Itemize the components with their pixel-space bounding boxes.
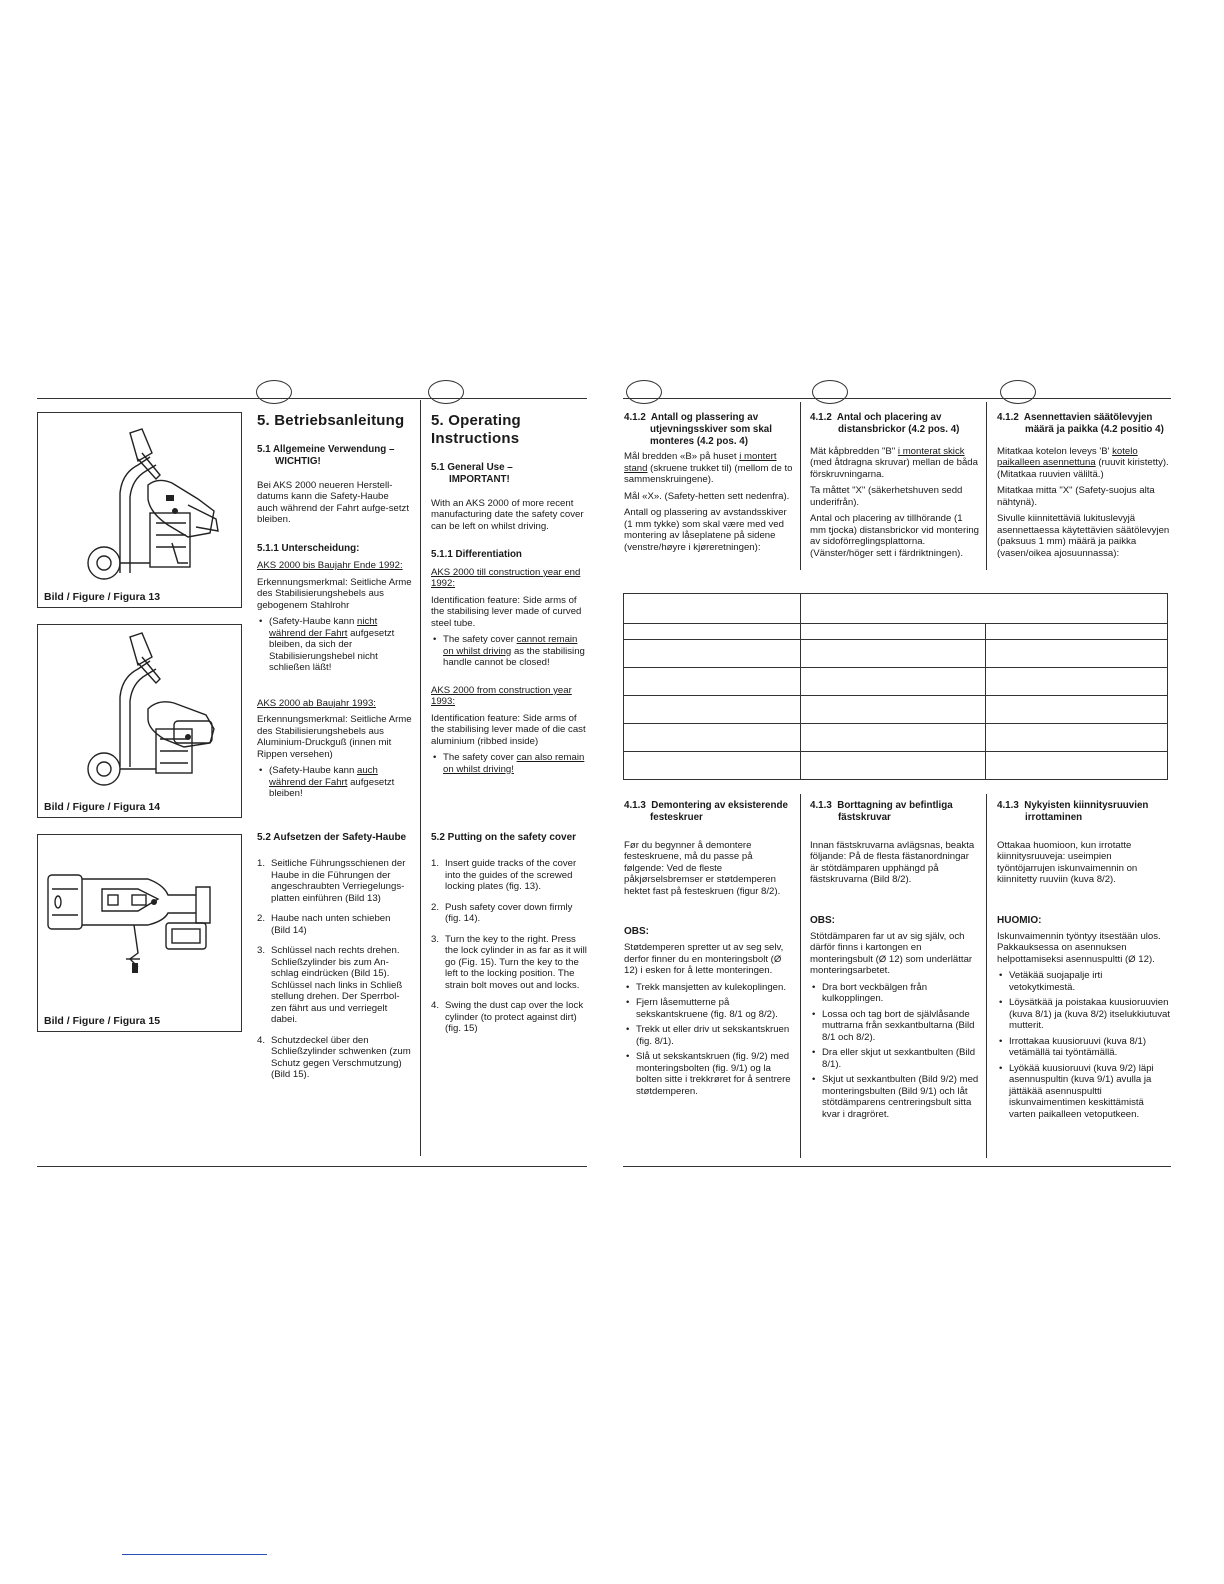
table-cell [986, 752, 1168, 780]
list-item: 2. Haube nach unten schieben (Bild 14) [257, 913, 391, 936]
no-p5: Støtdemperen spretter ut av seg selv, derfor finner du en monteringsbolt (Ø 12) i esken for å lette monteringen. [624, 942, 784, 976]
en-until-1992-feature: Identification feature: Side arms of the stabilising lever made of curved steel tube. [431, 594, 582, 629]
list-item: • Trekk ut eller driv ut sekskantskruen (fig. 8/1). [636, 1024, 794, 1047]
shim-table [623, 593, 1168, 780]
en-5-1-line1: General Use – [447, 462, 513, 473]
top-rule-right [623, 398, 1171, 399]
table-cell [624, 594, 801, 624]
column-sv [810, 412, 980, 564]
sv-p1 [810, 446, 980, 481]
list-item: • Dra eller skjut ut sexkantbulten (Bild 8/1). [822, 1047, 980, 1070]
table-cell [624, 640, 801, 668]
list-item: • Slå ut sekskantskruen (fig. 9/2) med monteringsbolten (fig. 9/1) og la bolten sitte i trekkrøret for å sentrere støtdemperen. [636, 1051, 794, 1097]
de-until-b1-u: nicht während der Fahrt [269, 616, 378, 639]
en-from-1993-heading: AKS 2000 from construction year 1993: [431, 684, 572, 708]
list-item [269, 616, 412, 674]
table-cell [801, 724, 986, 752]
column-en-5-2 [431, 832, 587, 1044]
de-from-b1-b: aufgesetzt bleiben! [269, 776, 395, 800]
no-4-1-2-l2: utjevningsskiver som skal [650, 423, 772, 435]
en-step-3: Turn the key to the right. Press the lock cylinder in as far as it will go (Fig. 15). Turn the key to the left to the locking position. The strain bolt moves out and locks. [445, 933, 587, 991]
column-fi [997, 412, 1171, 564]
sv-p1-b: (med åtdragna skruvar) mellan de båda förskruvningarna. [810, 457, 978, 480]
sv-bullets [810, 982, 980, 1121]
column-divider-de-en [420, 400, 421, 1156]
de-step-2: Haube nach unten schieben (Bild 14) [271, 913, 391, 936]
no-4-1-3-l2: festeskruer [650, 811, 703, 823]
footnote-rule [122, 1554, 267, 1555]
fi-4-1-3-l1: Nykyisten kiinnitysruuvien [1024, 800, 1149, 811]
list-item: • Fjern låsemutterne på sekskantskruene (fig. 8/1 og 8/2). [636, 997, 794, 1020]
sv-4-1-3-num: 4.1.3 [810, 800, 832, 811]
table-cell [624, 624, 801, 640]
list-item: 1. Insert guide tracks of the cover into the guides of the screwed locking plates (fig. 13). [431, 858, 577, 892]
language-marker-no [626, 380, 662, 404]
en-step-4: Swing the dust cap over the lock cylinder (to protect against dirt) (fig. 15) [445, 1000, 584, 1034]
table-cell [986, 668, 1168, 696]
en-section-5-1-heading [431, 462, 587, 486]
list-item: 4. Schutzdeckel über den Schließzylinder schwenken (zum Schutz gegen Verschmutzung) (Bild 15). [257, 1034, 411, 1080]
fi-4-1-2-l1: Asennettavien säätölevyjen [1023, 412, 1153, 423]
de-from-1993-feature: Erkennungsmerkmal: Seitliche Arme des Stabilisierungshebels aus Aluminium-Druckguß (innen mit Rippen versehen) [257, 714, 412, 760]
language-marker-sv [812, 380, 848, 404]
no-p1-a: Mål bredden «B» på huset [624, 451, 737, 463]
list-item: • Vetäkää suojapalje irti vetokytkimestä. [1009, 970, 1171, 993]
no-4-1-3-heading [624, 800, 794, 824]
table-row [624, 640, 1168, 668]
de-from-1993-heading: AKS 2000 ab Baujahr 1993: [257, 697, 376, 709]
sv-p4: Innan fästskruvarna avlägsnas, beakta följande: På de flesta fästanordningar är stötdämparen upphängd på fästskruvarna (Bild 8/2). [810, 839, 975, 885]
en-title: 5. Operating Instructions [431, 412, 521, 447]
column-divider-no-sv-bottom [800, 794, 801, 1158]
figure-15 [37, 834, 242, 1032]
table-cell [801, 752, 986, 780]
column-divider-no-sv-top [800, 402, 801, 570]
de-5-2-steps [257, 858, 412, 1081]
table-row [624, 752, 1168, 780]
figure-15-drawing [38, 835, 241, 1031]
table-cell [624, 724, 801, 752]
table-cell [801, 640, 986, 668]
list-item: 3. Turn the key to the right. Press the lock cylinder in as far as it will go (Fig. 15). Turn the key to the left to the locking position. The strain bolt moves out and locks. [431, 933, 587, 991]
de-until-1992-feature: Erkennungsmerkmal: Seitliche Arme des Stabilisierungshebels aus gebogenem Stahlrohr [257, 576, 412, 611]
no-4-1-2-heading [624, 412, 794, 447]
sv-p5: Stötdämparen far ut av sig själv, och därför finns i kartongen en monteringsbult (Ø 12) som underlättar monteringsarbetet. [810, 930, 973, 976]
en-from-1993-feature: Identification feature: Side arms of the stabilising lever made of die cast aluminium (ribbed inside) [431, 712, 586, 747]
fi-4-1-2-num: 4.1.2 [997, 412, 1019, 423]
de-5-1-line1: Allgemeine Verwendung – [272, 444, 395, 455]
fi-4-1-2-l2: määrä ja paikka (4.2 positio 4) [1025, 423, 1164, 435]
fi-obs-heading: HUOMIO: [997, 914, 1042, 926]
sv-4-1-2-l2: distansbrickor (4.2 pos. 4) [838, 423, 960, 435]
figure-14 [37, 624, 242, 818]
en-5-1-line2: IMPORTANT! [449, 473, 510, 485]
fi-p4: Ottakaa huomioon, kun irrotatte kiinnitysruuveja: useimpien työntöjarrujen iskunvaimennin on kiinnitetty ruuviin (kuva 8/2). [997, 839, 1138, 885]
figure-14-drawing [38, 625, 241, 817]
list-item: • Irrottakaa kuusioruuvi (kuva 8/1) vetämällä tai työntämällä. [1009, 1036, 1171, 1059]
sv-obs-heading: OBS: [810, 914, 835, 926]
de-from-b1-a: (Safety-Haube kann [269, 765, 355, 777]
de-5-1-number: 5.1 [257, 444, 271, 455]
fi-p5: Iskunvaimennin työntyy itsestään ulos. Pakkauksessa on asennuksen helpottamiseksi asennuspultti (Ø 12). [997, 930, 1161, 965]
de-until-b1-b: aufgesetzt bleiben, da sich der Stabilisierungshebel nicht schließen läßt! [269, 627, 395, 674]
column-de-5-2 [257, 832, 412, 1090]
list-item: • Lossa och tag bort de självlåsande muttrarna från sexkantbultarna (Bild 8/1 och 8/2). [822, 1009, 980, 1044]
sv-4-1-3-l1: Borttagning av befintliga [837, 800, 953, 811]
en-step-1: Insert guide tracks of the cover into the guides of the screwed locking plates (fig. 13). [445, 858, 577, 892]
table-cell [986, 696, 1168, 724]
sv-4-1-3-l2: fästskruvar [838, 811, 891, 823]
de-5-1-1-heading: 5.1.1 Unterscheidung: [257, 542, 360, 554]
figure-15-caption: Bild / Figure / Figura 15 [44, 1015, 161, 1027]
table-cell [624, 696, 801, 724]
de-title: 5. Betriebsanleitung [257, 412, 405, 429]
list-item: 3. Schlüssel nach rechts drehen. Schließzylinder bis zum An-schlag eindrücken (Bild 15). Schlüssel nach links in Schließ stellung drehen. Der Sperrbol-zen fährt aus und verriegelt dabei. [257, 945, 403, 1025]
language-marker-de [256, 380, 292, 404]
de-until-1992-list [257, 616, 412, 674]
en-5-1-text: With an AKS 2000 of more recent manufacturing date the safety cover can be left on whilst driving. [431, 497, 584, 532]
fi-4-1-3-l2: irrottaminen [1025, 811, 1083, 823]
list-item: 1. Seitliche Führungsschienen der Haube in die Führungen der angeschraubten Verriegelungs-platten einführen (Bild 13) [257, 858, 406, 904]
en-5-1-number: 5.1 [431, 462, 445, 473]
list-item: 2. Push safety cover down firmly (fig. 14). [431, 901, 573, 924]
en-5-1-1-heading: 5.1.1 Differentiation [431, 549, 522, 560]
no-p1-b: (skruene trukket til) (mellom de to sammenskruingene). [624, 462, 793, 486]
language-marker-en [428, 380, 464, 404]
de-step-1: Seitliche Führungsschienen der Haube in die Führungen der angeschraubten Verriegelungs-platten einführen (Bild 13) [271, 858, 406, 904]
fi-p1-a: Mitatkaa kotelon leveys 'B' [997, 445, 1110, 457]
table-row [624, 668, 1168, 696]
list-item: • Lyökää kuusioruuvi (kuva 9/2) läpi asennuspultin (kuva 9/1) avulla ja jättäkää asennuspultti iskunvaimentimen keskittämistä varten paikalleen vetoputkeen. [1009, 1063, 1171, 1121]
fi-p1-b: (ruuvit kiristetty). (Mitatkaa ruuvien väliltä.) [997, 457, 1169, 480]
sv-p1-u: i monterat skick [897, 445, 965, 457]
no-obs-heading: OBS: [624, 926, 649, 937]
de-5-1-text: Bei AKS 2000 neueren Herstell-datums kann die Safety-Haube auch während der Fahrt aufge-setzt bleiben. [257, 479, 409, 525]
figure-13-drawing [38, 413, 241, 607]
table-cell [986, 640, 1168, 668]
column-divider-sv-fi-top [986, 402, 987, 570]
de-step-3: Schlüssel nach rechts drehen. Schließzylinder bis zum An-schlag eindrücken (Bild 15). Schlüssel nach links in Schließ stellung drehen. Der Sperrbol-zen fährt aus und verriegelt dabei. [271, 945, 403, 1025]
de-step-4: Schutzdeckel über den Schließzylinder schwenken (zum Schutz gegen Verschmutzung) (Bild 15). [271, 1034, 411, 1080]
table-cell [624, 752, 801, 780]
figure-13-caption: Bild / Figure / Figura 13 [44, 591, 161, 603]
list-item: • Dra bort veckbälgen från kulkopplingen. [822, 982, 980, 1005]
fi-p1 [997, 446, 1171, 481]
de-5-2-heading: 5.2 Aufsetzen der Safety-Haube [257, 832, 407, 843]
fi-p3: Sivulle kiinnitettäviä lukituslevyjä asennettaessa käytettävien säätölevyjen (paksuus 1 mm) määrä ja paikka (vasen/oikea ajosuunnassa): [997, 513, 1170, 559]
sv-4-1-2-heading [810, 412, 980, 436]
list-item [443, 634, 587, 669]
sv-p2: Ta måttet "X" (säkerhetshuven sedd underifrån). [810, 485, 963, 508]
bottom-rule-right [623, 1166, 1171, 1167]
en-5-2-heading: 5.2 Putting on the safety cover [431, 832, 577, 843]
en-until-1992-heading: AKS 2000 till construction year end 1992: [431, 566, 581, 590]
fi-bullets [997, 970, 1171, 1120]
list-item [269, 765, 412, 800]
table-cell [801, 668, 986, 696]
no-4-1-2-num: 4.1.2 [624, 412, 646, 423]
table-row [624, 594, 1168, 624]
list-item [443, 752, 587, 775]
sv-p3: Antal och placering av tillhörande (1 mm tjocka) distansbrickor vid montering av sidoförreglingsplattorna. (Vänster/höger sett i färdriktningen). [810, 513, 980, 559]
no-4-1-2-l3: monteres (4.2 pos. 4) [650, 435, 748, 447]
table-row [624, 724, 1168, 752]
table-row [624, 624, 1168, 640]
en-until-1992-list [431, 634, 587, 669]
column-de [257, 412, 412, 804]
en-from-1993-list [431, 752, 587, 775]
en-until-b1-b: as the stabilising handle cannot be closed! [443, 645, 585, 669]
table-cell [624, 668, 801, 696]
no-p1-u: i montert stand [624, 451, 777, 474]
language-marker-fi [1000, 380, 1036, 404]
no-p3: Antall og plassering av avstandsskiver (1 mm tykke) som skal være med ved montering av låseplatene på sidene (venstre/høyre i kjøreretningen): [624, 507, 787, 553]
figure-13 [37, 412, 242, 608]
sv-p1-a: Mät kåpbredden "B" [810, 445, 896, 457]
top-rule-left [37, 398, 587, 399]
list-item: • Löysätkää ja poistakaa kuusioruuvien (kuva 8/1) ja (kuva 8/2) itselukkiutuvat mutterit. [1009, 997, 1171, 1032]
en-from-b1-a: The safety cover [443, 752, 514, 764]
de-5-1-line2: WICHTIG! [275, 455, 321, 467]
sv-4-1-3-heading [810, 800, 980, 824]
no-p1 [624, 451, 794, 486]
de-from-1993-list [257, 765, 412, 800]
no-p4: Før du begynner å demontere festeskruene, må du passe på følgende: Ved de fleste påkjørselsbremser er støtdemperen hektet fast på festeskruen (figur 8/2). [624, 839, 781, 897]
de-until-b1-a: (Safety-Haube kann [269, 616, 355, 628]
no-p2: Mål «X». (Safety-hetten sett nedenfra). [624, 490, 790, 502]
fi-4-1-2-heading [997, 412, 1171, 436]
list-item: • Skjut ut sexkantbulten (Bild 9/2) med monteringsbulten (Bild 9/1) och låt stötdämparens centreringsbult sitta kvar i dragröret. [822, 1074, 980, 1120]
table-cell [801, 696, 986, 724]
column-sv-4-1-3 [810, 800, 980, 1124]
de-until-1992-heading: AKS 2000 bis Baujahr Ende 1992: [257, 560, 403, 572]
table-cell [801, 594, 1168, 624]
table-cell [986, 624, 1168, 640]
no-4-1-2-l1: Antall og plassering av [650, 412, 759, 423]
figure-14-caption: Bild / Figure / Figura 14 [44, 801, 161, 813]
en-step-2: Push safety cover down firmly (fig. 14). [445, 901, 573, 924]
no-4-1-3-num: 4.1.3 [624, 800, 646, 811]
de-from-b1-u: auch während der Fahrt [269, 765, 378, 788]
sv-4-1-2-l1: Antal och placering av [836, 412, 942, 423]
column-en [431, 412, 587, 779]
fi-4-1-3-num: 4.1.3 [997, 800, 1019, 811]
column-divider-sv-fi-bottom [986, 794, 987, 1158]
no-4-1-3-l1: Demontering av eksisterende [651, 800, 788, 811]
table-row [624, 696, 1168, 724]
bottom-rule-left [37, 1166, 587, 1167]
list-item: 4. Swing the dust cap over the lock cylinder (to protect against dirt) (fig. 15) [431, 1000, 584, 1034]
table-cell [801, 624, 986, 640]
en-from-b1-u: can also remain on whilst driving! [443, 752, 585, 775]
column-fi-4-1-3 [997, 800, 1171, 1124]
fi-p1-u: kotelo paikalleen asennettuna [997, 445, 1138, 468]
table-cell [986, 724, 1168, 752]
fi-4-1-3-heading [997, 800, 1171, 824]
en-until-b1-a: The safety cover [443, 634, 514, 646]
en-until-b1-u: cannot remain on whilst driving [443, 634, 578, 657]
sv-4-1-2-num: 4.1.2 [810, 412, 832, 423]
de-section-5-1-heading [257, 444, 412, 468]
fi-p2: Mitatkaa mitta "X" (Safety-suojus alta nähtynä). [997, 485, 1155, 508]
column-no-4-1-3 [624, 800, 794, 1101]
column-no [624, 412, 794, 558]
no-bullets [624, 982, 794, 1098]
en-5-2-steps [431, 858, 587, 1035]
list-item: • Trekk mansjetten av kulekoplingen. [636, 982, 794, 994]
